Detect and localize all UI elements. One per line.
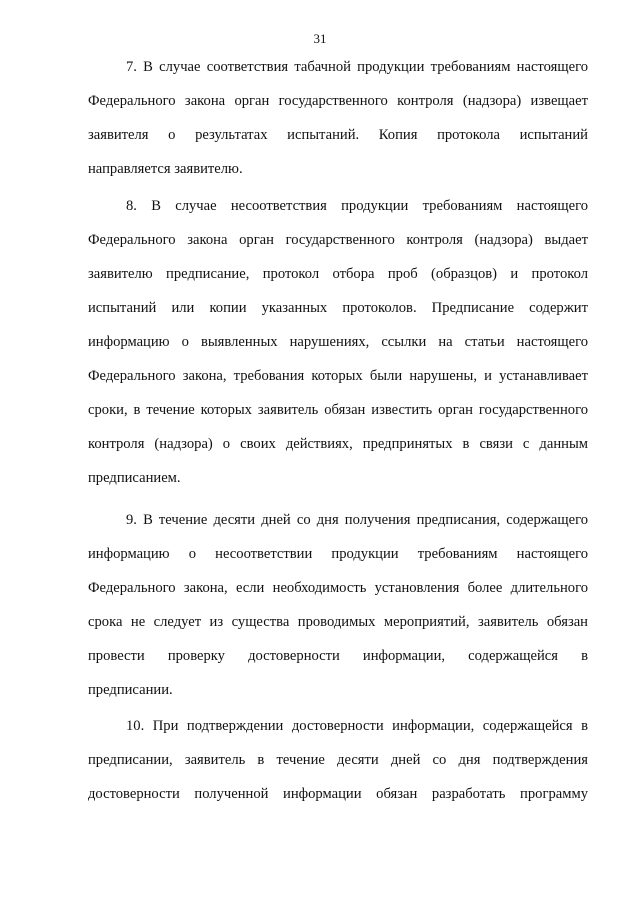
- paragraph-line: Федерального закона, если необходимость установления более длительного: [88, 580, 588, 596]
- paragraph-line: провести проверку достоверности информации, содержащейся в: [88, 648, 588, 664]
- paragraph-line: 8. В случае несоответствия продукции требованиям настоящего: [126, 198, 588, 214]
- paragraph-line: информацию о несоответствии продукции требованиям настоящего: [88, 546, 588, 562]
- paragraph-line: предписанием.: [88, 470, 181, 486]
- paragraph-8: [88, 189, 588, 495]
- paragraph-line: 9. В течение десяти дней со дня получения предписания, содержащего: [126, 512, 588, 528]
- paragraph-line: контроля (надзора) о своих действиях, предпринятых в связи с данным: [88, 436, 588, 452]
- paragraph-line: сроки, в течение которых заявитель обязан известить орган государственного: [88, 402, 588, 418]
- paragraph-line: срока не следует из существа проводимых мероприятий, заявитель обязан: [88, 614, 588, 630]
- paragraph-line: Федерального закона, требования которых были нарушены, и устанавливает: [88, 368, 588, 384]
- paragraph-line: направляется заявителю.: [88, 161, 243, 177]
- paragraph-line: 10. При подтверждении достоверности информации, содержащейся в: [126, 718, 588, 734]
- paragraph-line: информацию о выявленных нарушениях, ссылки на статьи настоящего: [88, 334, 588, 350]
- paragraph-line: заявителя о результатах испытаний. Копия протокола испытаний: [88, 127, 588, 143]
- paragraph-line: предписании, заявитель в течение десяти дней со дня подтверждения: [88, 752, 588, 768]
- paragraph-line: заявителю предписание, протокол отбора проб (образцов) и протокол: [88, 266, 588, 282]
- paragraph-line: достоверности полученной информации обязан разработать программу: [88, 786, 588, 802]
- paragraph-9: [88, 503, 588, 707]
- paragraph-line: предписании.: [88, 682, 173, 698]
- paragraph-line: 7. В случае соответствия табачной продукции требованиям настоящего: [126, 59, 588, 75]
- paragraph-line: испытаний или копии указанных протоколов. Предписание содержит: [88, 300, 588, 316]
- paragraph-line: Федерального закона орган государственного контроля (надзора) извещает: [88, 93, 588, 109]
- page-number: 31: [313, 31, 327, 46]
- paragraph-10: [88, 709, 588, 811]
- paragraph-7: [88, 50, 588, 186]
- paragraph-line: Федерального закона орган государственного контроля (надзора) выдает: [88, 232, 588, 248]
